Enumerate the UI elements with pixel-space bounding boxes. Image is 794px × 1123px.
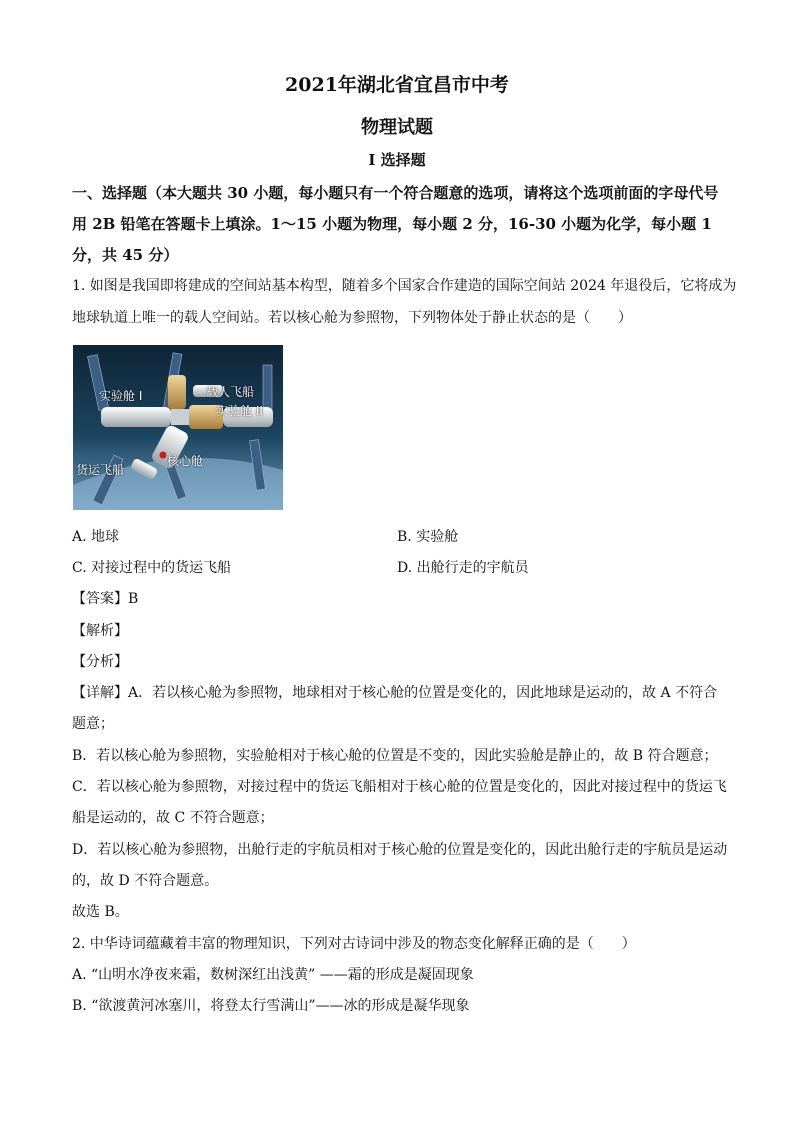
q1-detail-line: 故选 B。 [72,904,129,920]
label-lab-module-1: 实验舱 I [99,389,143,403]
q1-option-b: B. 实验舱 [397,529,459,545]
label-core-module: 核心舱 [167,454,204,468]
part-title: I 选择题 [368,151,426,169]
q1-detail-line: C．若以核心舱为参照物，对接过程中的货运飞船相对于核心舱的位置是变化的，因此对接过程中的货运飞 [72,779,727,795]
q1-stem-line1: 1. 如图是我国即将建成的空间站基本构型，随着多个国家合作建造的国际空间站 2024 年退役后，它将成为 [72,278,737,294]
label-lab-module-2: 实验舱 II [216,404,263,418]
q2-option-b: B. “欲渡黄河冰塞川，将登太行雪满山”——冰的形成是凝华现象 [72,998,470,1014]
q1-option-c: C. 对接过程中的货运飞船 [72,560,232,576]
q1-detail-line: 【详解】A．若以核心舱为参照物，地球相对于核心舱的位置是变化的，因此地球是运动的，故 A 不符合 [72,685,718,701]
q1-analysis-tag: 【解析】 [72,623,128,639]
q1-detail-line: B．若以核心舱为参照物，实验舱相对于核心舱的位置是不变的，因此实验舱是静止的，故 B 符合题意； [72,748,718,764]
q1-detail-line: 的，故 D 不符合题意。 [72,873,219,889]
q1-detail-line: D．若以核心舱为参照物，出舱行走的宇航员相对于核心舱的位置是变化的，因此出舱行走的宇航员是运动 [72,842,728,858]
section-heading: 一、选择题（本大题共 30 小题，每小题只有一个符合题意的选项，请将这个选项前面的字母代号用 2B 铅笔在答题卡上填涂。1～15 小题为物理，每小题 2 分，16-30 小题为化学，每小题 1 分，共 45 分） [72,184,719,264]
subject-title: 物理试题 [361,117,433,138]
q1-detail-line: 题意； [72,716,114,732]
label-cargo-ship: 货运飞船 [76,463,125,477]
q1-answer: 【答案】B [72,591,139,607]
space-station-illustration [73,345,283,510]
q2-option-a: A. “山明水净夜来霜，数树深红出浅黄” ——霜的形成是凝固现象 [72,967,474,983]
label-crew-ship: 载人飞船 [206,385,255,399]
q1-analysis-sub: 【分析】 [72,654,128,670]
q1-option-d: D. 出舱行走的宇航员 [397,560,529,576]
q1-option-a: A. 地球 [72,529,120,545]
q1-detail-line: 船是运动的，故 C 不符合题意； [72,810,274,826]
space-station-figure [73,345,283,510]
q2-stem: 2. 中华诗词蕴藏着丰富的物理知识，下列对古诗词中涉及的物态变化解释正确的是（ ） [72,936,636,952]
exam-title: 2021年湖北省宜昌市中考 [285,74,509,96]
q1-stem-line2: 地球轨道上唯一的载人空间站。若以核心舱为参照物，下列物体处于静止状态的是（ ） [72,310,632,326]
